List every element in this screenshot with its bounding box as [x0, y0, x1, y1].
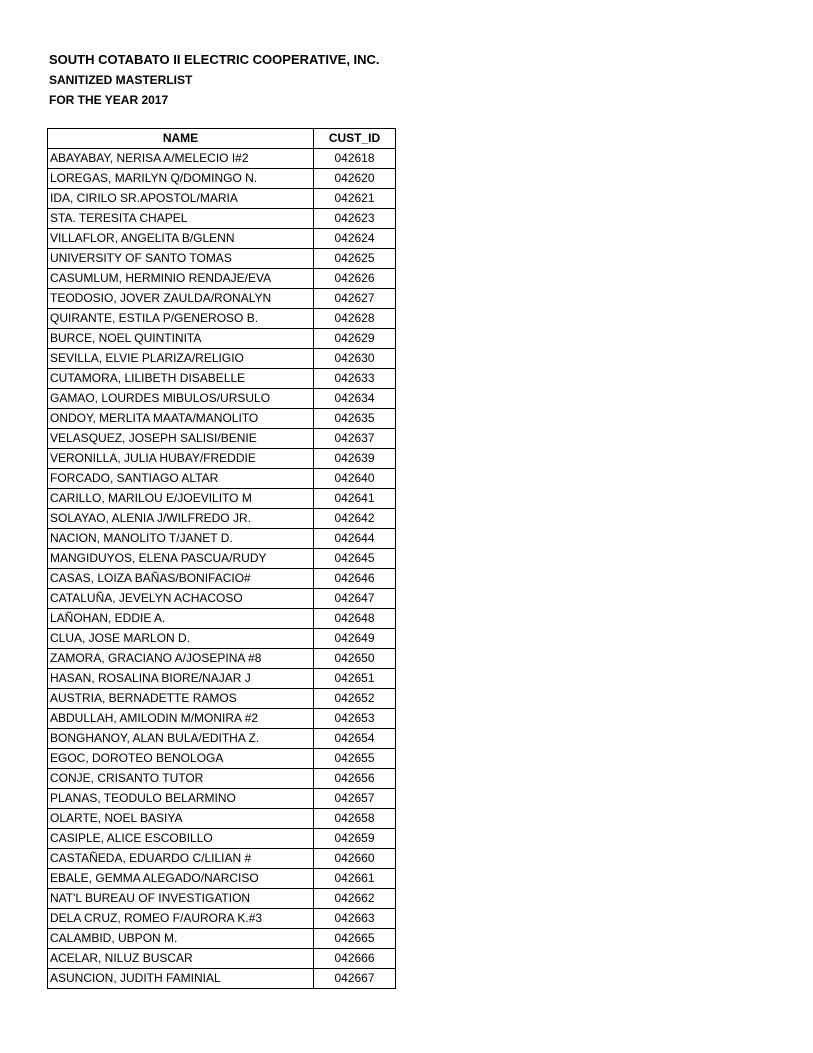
table-row	[48, 369, 396, 389]
customer-id-cell: 042633	[314, 369, 396, 389]
document-heading	[49, 50, 380, 110]
customer-id-cell: 042660	[314, 849, 396, 869]
document-year: FOR THE YEAR 2017	[49, 93, 169, 107]
table-row	[48, 609, 396, 629]
table-row	[48, 969, 396, 989]
table-row	[48, 649, 396, 669]
customer-name-cell: CUTAMORA, LILIBETH DISABELLE	[48, 369, 314, 389]
customer-name-cell: DELA CRUZ, ROMEO F/AURORA K.#3	[48, 909, 314, 929]
customer-id-cell: 042654	[314, 729, 396, 749]
table-row	[48, 709, 396, 729]
table-row	[48, 509, 396, 529]
customer-id-cell: 042652	[314, 689, 396, 709]
table-row	[48, 189, 396, 209]
customer-id-cell: 042623	[314, 209, 396, 229]
table-row	[48, 269, 396, 289]
customer-id-cell: 042655	[314, 749, 396, 769]
customer-name-cell: ABAYABAY, NERISA A/MELECIO I#2	[48, 149, 314, 169]
column-header-name: NAME	[48, 129, 314, 149]
customer-name-cell: VILLAFLOR, ANGELITA B/GLENN	[48, 229, 314, 249]
table-row	[48, 909, 396, 929]
table-row	[48, 829, 396, 849]
table-row	[48, 469, 396, 489]
customer-id-cell: 042663	[314, 909, 396, 929]
table-row	[48, 209, 396, 229]
customer-id-cell: 042647	[314, 589, 396, 609]
customer-name-cell: FORCADO, SANTIAGO ALTAR	[48, 469, 314, 489]
table-row	[48, 949, 396, 969]
customer-name-cell: NAT'L BUREAU OF INVESTIGATION	[48, 889, 314, 909]
customer-id-cell: 042626	[314, 269, 396, 289]
customer-name-cell: CALAMBID, UBPON M.	[48, 929, 314, 949]
customer-id-cell: 042659	[314, 829, 396, 849]
customer-name-cell: SEVILLA, ELVIE PLARIZA/RELIGIO	[48, 349, 314, 369]
customer-id-cell: 042624	[314, 229, 396, 249]
customer-name-cell: ASUNCION, JUDITH FAMINIAL	[48, 969, 314, 989]
customer-name-cell: CLUA, JOSE MARLON D.	[48, 629, 314, 649]
customer-name-cell: ABDULLAH, AMILODIN M/MONIRA #2	[48, 709, 314, 729]
customer-id-cell: 042662	[314, 889, 396, 909]
customer-id-cell: 042639	[314, 449, 396, 469]
customer-name-cell: CASUMLUM, HERMINIO RENDAJE/EVA	[48, 269, 314, 289]
customer-name-cell: LAÑOHAN, EDDIE A.	[48, 609, 314, 629]
customer-name-cell: TEODOSIO, JOVER ZAULDA/RONALYN	[48, 289, 314, 309]
table-row	[48, 449, 396, 469]
table-row	[48, 529, 396, 549]
customer-id-cell: 042667	[314, 969, 396, 989]
table-row	[48, 489, 396, 509]
table-row	[48, 289, 396, 309]
customer-id-cell: 042620	[314, 169, 396, 189]
customer-id-cell: 042621	[314, 189, 396, 209]
company-name: SOUTH COTABATO II ELECTRIC COOPERATIVE, INC.	[49, 52, 380, 67]
customer-id-cell: 042628	[314, 309, 396, 329]
table-row	[48, 689, 396, 709]
table-row	[48, 349, 396, 369]
document-subtitle: SANITIZED MASTERLIST	[49, 73, 193, 87]
table-row	[48, 569, 396, 589]
customer-id-cell: 042640	[314, 469, 396, 489]
customer-name-cell: EBALE, GEMMA ALEGADO/NARCISO	[48, 869, 314, 889]
column-header-cust-id: CUST_ID	[314, 129, 396, 149]
customer-id-cell: 042651	[314, 669, 396, 689]
customer-name-cell: BONGHANOY, ALAN BULA/EDITHA Z.	[48, 729, 314, 749]
customer-id-cell: 042648	[314, 609, 396, 629]
customer-name-cell: CASTAÑEDA, EDUARDO C/LILIAN #	[48, 849, 314, 869]
customer-id-cell: 042635	[314, 409, 396, 429]
customer-id-cell: 042661	[314, 869, 396, 889]
customer-name-cell: CONJE, CRISANTO TUTOR	[48, 769, 314, 789]
table-row	[48, 229, 396, 249]
customer-id-cell: 042625	[314, 249, 396, 269]
table-row	[48, 429, 396, 449]
customer-id-cell: 042637	[314, 429, 396, 449]
customer-name-cell: UNIVERSITY OF SANTO TOMAS	[48, 249, 314, 269]
table-row	[48, 809, 396, 829]
customer-name-cell: GAMAO, LOURDES MIBULOS/URSULO	[48, 389, 314, 409]
table-row	[48, 889, 396, 909]
customer-name-cell: EGOC, DOROTEO BENOLOGA	[48, 749, 314, 769]
customer-name-cell: NACION, MANOLITO T/JANET D.	[48, 529, 314, 549]
table-row	[48, 629, 396, 649]
table-row	[48, 669, 396, 689]
table-row	[48, 769, 396, 789]
customer-id-cell: 042634	[314, 389, 396, 409]
customer-name-cell: PLANAS, TEODULO BELARMINO	[48, 789, 314, 809]
customer-id-cell: 042666	[314, 949, 396, 969]
customer-id-cell: 042627	[314, 289, 396, 309]
customer-name-cell: QUIRANTE, ESTILA P/GENEROSO B.	[48, 309, 314, 329]
customer-id-cell: 042665	[314, 929, 396, 949]
customer-id-cell: 042629	[314, 329, 396, 349]
customer-id-cell: 042645	[314, 549, 396, 569]
table-row	[48, 249, 396, 269]
customer-name-cell: CARILLO, MARILOU E/JOEVILITO M	[48, 489, 314, 509]
table-header-row	[48, 129, 396, 149]
customer-id-cell: 042656	[314, 769, 396, 789]
table-row	[48, 309, 396, 329]
customer-id-cell: 042653	[314, 709, 396, 729]
customer-name-cell: OLARTE, NOEL BASIYA	[48, 809, 314, 829]
table-row	[48, 549, 396, 569]
customer-name-cell: CATALUÑA, JEVELYN ACHACOSO	[48, 589, 314, 609]
customer-name-cell: ONDOY, MERLITA MAATA/MANOLITO	[48, 409, 314, 429]
table-row	[48, 409, 396, 429]
customer-name-cell: CASIPLE, ALICE ESCOBILLO	[48, 829, 314, 849]
customer-name-cell: HASAN, ROSALINA BIORE/NAJAR J	[48, 669, 314, 689]
table-row	[48, 789, 396, 809]
customer-name-cell: BURCE, NOEL QUINTINITA	[48, 329, 314, 349]
table-row	[48, 929, 396, 949]
table-row	[48, 869, 396, 889]
table-row	[48, 149, 396, 169]
table-row	[48, 749, 396, 769]
customer-name-cell: VELASQUEZ, JOSEPH SALISI/BENIE	[48, 429, 314, 449]
customer-id-cell: 042658	[314, 809, 396, 829]
customer-name-cell: ACELAR, NILUZ BUSCAR	[48, 949, 314, 969]
customer-id-cell: 042618	[314, 149, 396, 169]
table-row	[48, 329, 396, 349]
customer-name-cell: MANGIDUYOS, ELENA PASCUA/RUDY	[48, 549, 314, 569]
table-row	[48, 169, 396, 189]
customer-name-cell: STA. TERESITA CHAPEL	[48, 209, 314, 229]
customer-id-cell: 042646	[314, 569, 396, 589]
customer-id-cell: 042644	[314, 529, 396, 549]
customer-id-cell: 042642	[314, 509, 396, 529]
table-row	[48, 389, 396, 409]
customer-id-cell: 042630	[314, 349, 396, 369]
customer-name-cell: IDA, CIRILO SR.APOSTOL/MARIA	[48, 189, 314, 209]
customer-id-cell: 042649	[314, 629, 396, 649]
customer-name-cell: LOREGAS, MARILYN Q/DOMINGO N.	[48, 169, 314, 189]
customer-id-cell: 042657	[314, 789, 396, 809]
table-row	[48, 849, 396, 869]
table-row	[48, 729, 396, 749]
customer-id-cell: 042650	[314, 649, 396, 669]
table-body	[48, 149, 396, 989]
customer-name-cell: SOLAYAO, ALENIA J/WILFREDO JR.	[48, 509, 314, 529]
customer-name-cell: AUSTRIA, BERNADETTE RAMOS	[48, 689, 314, 709]
table-row	[48, 589, 396, 609]
masterlist-table	[47, 128, 396, 989]
customer-name-cell: ZAMORA, GRACIANO A/JOSEPINA #8	[48, 649, 314, 669]
customer-name-cell: CASAS, LOIZA BAÑAS/BONIFACIO#	[48, 569, 314, 589]
customer-name-cell: VERONILLA, JULIA HUBAY/FREDDIE	[48, 449, 314, 469]
customer-id-cell: 042641	[314, 489, 396, 509]
